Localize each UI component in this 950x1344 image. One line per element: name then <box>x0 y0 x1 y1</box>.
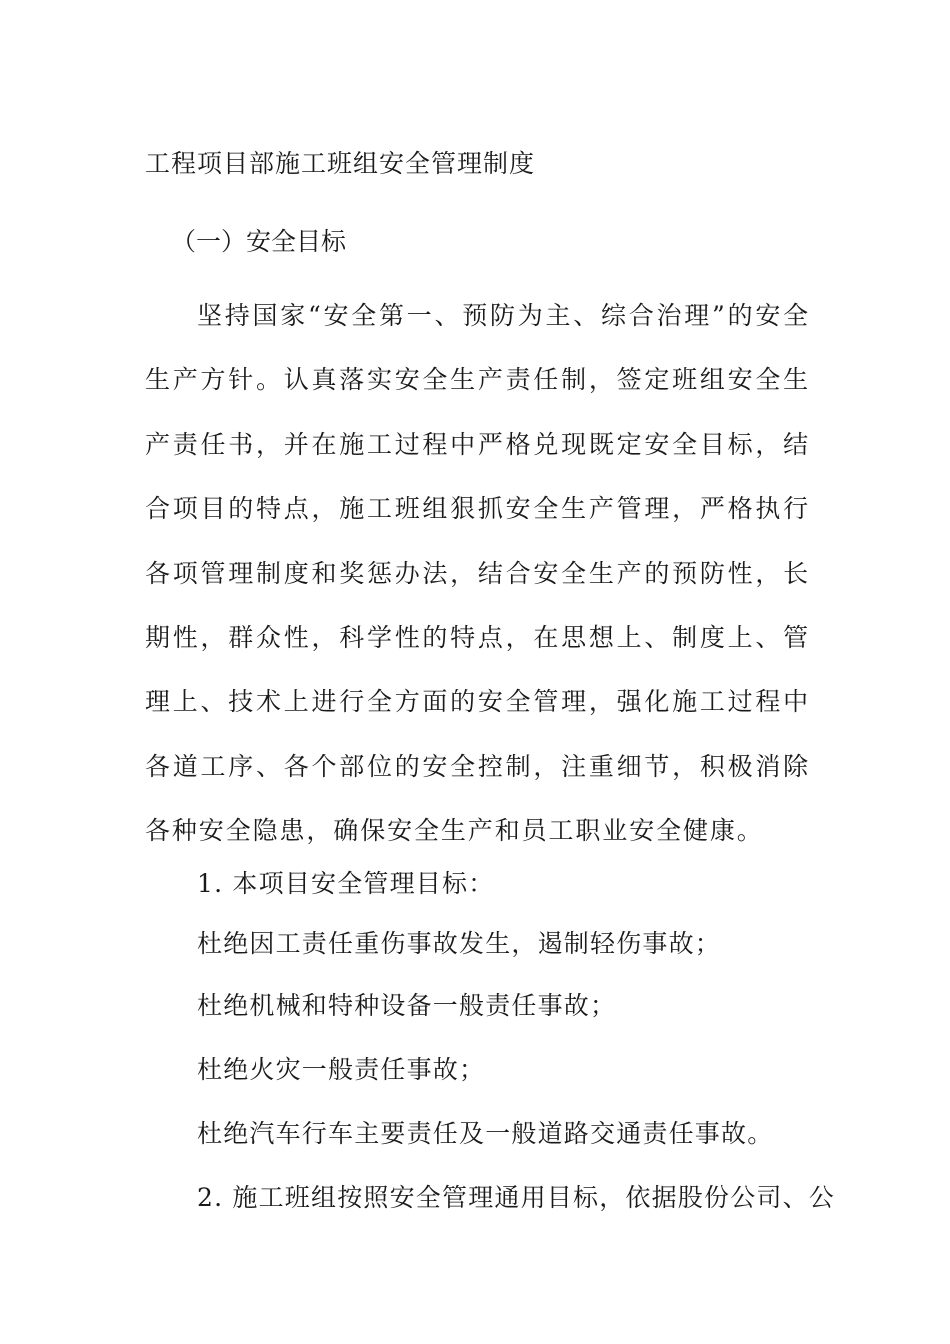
goal-item: 杜绝因工责任重伤事故发生，遏制轻伤事故； <box>197 929 722 958</box>
item-2-text: 2. 施工班组按照安全管理通用目标，依据股份公司、公 <box>197 1183 836 1212</box>
section-heading-safety-goals: （一）安全目标 <box>171 227 347 256</box>
goal-item: 杜绝机械和特种设备一般责任事故； <box>197 991 617 1020</box>
document-title: 工程项目部施工班组安全管理制度 <box>145 149 536 178</box>
goal-item: 杜绝汽车行车主要责任及一般道路交通责任事故。 <box>197 1119 774 1148</box>
item-1-heading: 1. 本项目安全管理目标： <box>197 869 495 898</box>
goal-item: 杜绝火灾一般责任事故； <box>197 1055 486 1084</box>
body-paragraph: 坚持国家“安全第一、预防为主、综合治理”的安全生产方针。认真落实安全生产责任制，签定班组安全生产责任书，并在施工过程中严格兑现既定安全目标，结合项目的特点，施工班组狠抓安全生产管理，严格执行各项管理制度和奖惩办法，结合安全生产的预防性，长期性，群众性，科学性的特点，在思想上、制度上、管理上、技术上进行全方面的安全管理，强化施工过程中各道工序、各个部位的安全控制，注重细节，积极消除各种安全隐患，确保安全生产和员工职业安全健康。 <box>145 301 810 846</box>
